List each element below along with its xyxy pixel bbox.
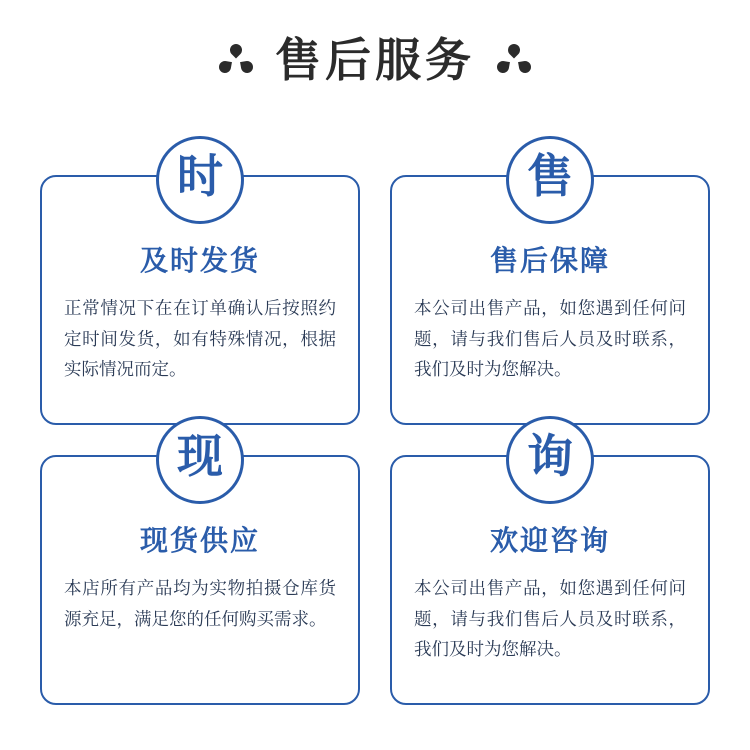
card-title: 及时发货 (139, 246, 260, 277)
card-body: 本店所有产品均为实物拍摄仓库货源充足，满足您的任何购买需求。 (64, 578, 336, 629)
service-card-timely-shipping (40, 151, 360, 425)
card-title: 欢迎咨询 (489, 526, 610, 557)
page-header (0, 0, 750, 86)
service-card-in-stock-supply (40, 431, 360, 705)
service-card-welcome-inquiry (390, 431, 710, 705)
card-badge: 询 (506, 416, 594, 504)
card-badge: 现 (156, 416, 244, 504)
service-card-after-sales-guarantee (390, 151, 710, 425)
card-badge: 售 (506, 136, 594, 224)
card-title: 现货供应 (139, 526, 260, 557)
card-body: 正常情况下在在订单确认后按照约定时间发货，如有特殊情况，根据实际情况而定。 (64, 298, 336, 380)
radiation-ornament-left-icon (219, 44, 253, 78)
radiation-ornament-right-icon (497, 44, 531, 78)
card-badge: 时 (156, 136, 244, 224)
page-title: 售后服务 (275, 35, 475, 86)
service-card-grid (40, 151, 710, 705)
card-body: 本公司出售产品，如您遇到任何问题，请与我们售后人员及时联系，我们及时为您解决。 (414, 578, 686, 660)
card-body: 本公司出售产品，如您遇到任何问题，请与我们售后人员及时联系，我们及时为您解决。 (414, 298, 686, 380)
card-title: 售后保障 (489, 246, 610, 277)
